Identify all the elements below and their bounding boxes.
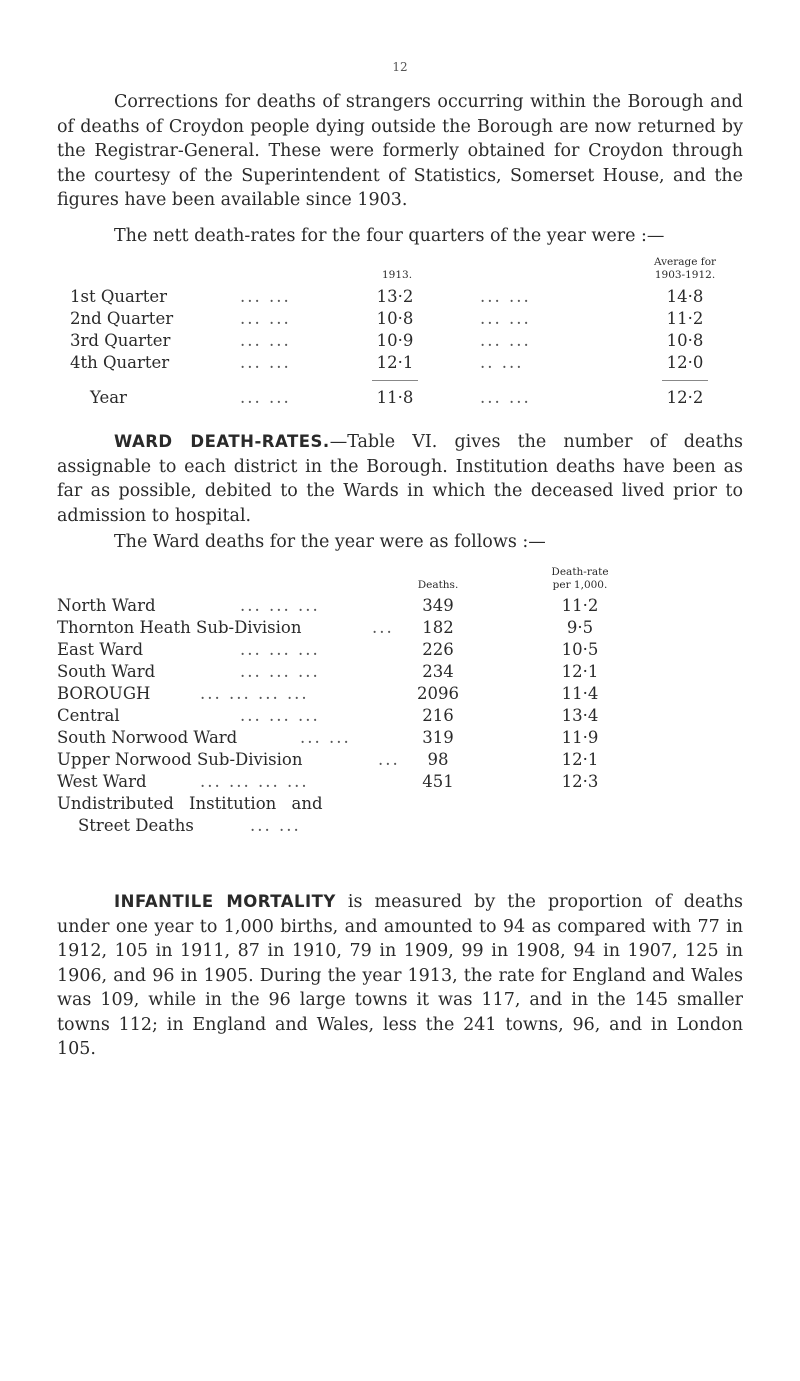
col-rate-line1: Death-rate [551, 566, 609, 578]
leader-dots: ... ... [240, 331, 291, 350]
col-deaths-header: Deaths. [417, 579, 459, 591]
ward-row [0, 662, 800, 684]
ward-rate: 12·3 [561, 772, 599, 791]
ward-rate: 10·5 [561, 640, 599, 659]
ward-deaths: 182 [422, 618, 454, 637]
value-average: 10·8 [666, 331, 704, 350]
ward-rate: 11·2 [561, 596, 599, 615]
leader-dots: ... ... [240, 287, 291, 306]
ward-row [0, 684, 800, 706]
ward-label: Undistributed Institution and [57, 794, 323, 813]
ward-row [0, 618, 800, 640]
value-1913: 12·1 [376, 353, 414, 372]
ward-deaths: 226 [422, 640, 454, 659]
ward-label: South Ward [57, 662, 156, 681]
value-1913: 13·2 [376, 287, 414, 306]
ward-deaths: 349 [422, 596, 454, 615]
ward-deaths: 234 [422, 662, 454, 681]
ward-rate: 9·5 [566, 618, 594, 637]
value-1913: 10·9 [376, 331, 414, 350]
leader-dots: ... [378, 750, 400, 769]
ward-row [0, 640, 800, 662]
col-rate-line2: per 1,000. [552, 579, 608, 591]
infantile-mortality-text: is measured by the proportion of deaths under one year to 1,000 births, and amounted to 94 as compared with 77 in 1912, 105 in 1911, 87 in 1910, 79 in 1909, 99 in 1908, 94 in 1907, 125 in 1906, and 96 in 1905. During the year 1913, the rate for England and Wales was 109, while in the 96 large towns it was 117, and in the 145 smaller towns 112; in England and Wales, less the 241 towns, 96, and in London 105. [57, 892, 743, 1059]
quarter-row [0, 287, 800, 309]
ward-row [0, 772, 800, 794]
ward-death-rates-heading: WARD DEATH-RATES. [114, 432, 330, 451]
ward-rate: 11·4 [561, 684, 599, 703]
infantile-mortality-paragraph [57, 890, 743, 1062]
ward-deaths: 216 [422, 706, 454, 725]
sum-rule-1913 [372, 380, 418, 381]
value-average: 12·0 [666, 353, 704, 372]
quarter-label: 1st Quarter [70, 287, 168, 306]
ward-row [0, 794, 800, 816]
ward-death-rates-text: —Table VI. gives the number of deaths assignable to each district in the Borough. Institution deaths have been as far as possible, debited to the Wards in which the deceased lived prior to admission to hospital. [57, 432, 743, 526]
ward-label: Thornton Heath Sub-Division [57, 618, 302, 637]
ward-label: BOROUGH [57, 684, 151, 703]
death-rates-intro: The nett death-rates for the four quarters of the year were :— [114, 226, 665, 246]
ward-deaths: 451 [422, 772, 454, 791]
year-value-average: 12·2 [666, 388, 704, 407]
leader-dots: ... ... [480, 309, 531, 328]
ward-label: West Ward [57, 772, 147, 791]
leader-dots: ... ... ... [240, 662, 320, 681]
leader-dots: ... ... ... [240, 640, 320, 659]
year-value-1913: 11·8 [376, 388, 414, 407]
leader-dots: ... ... ... ... [200, 684, 309, 703]
ward-rate: 12·1 [561, 750, 599, 769]
ward-rate: 12·1 [561, 662, 599, 681]
ward-row [0, 706, 800, 728]
leader-dots: ... ... [240, 309, 291, 328]
leader-dots: ... ... [300, 728, 351, 747]
quarter-label: 2nd Quarter [70, 309, 174, 328]
ward-row [0, 816, 800, 838]
ward-label: East Ward [57, 640, 144, 659]
quarter-row [0, 309, 800, 331]
col-rate-header [525, 566, 635, 592]
leader-dots: ... [372, 618, 394, 637]
leader-dots: ... ... ... [240, 706, 320, 725]
ward-label: Upper Norwood Sub-Division [57, 750, 303, 769]
col-1913-header: 1913. [381, 269, 413, 281]
leader-dots: .. ... [480, 353, 524, 372]
ward-death-rates-paragraph [57, 430, 743, 528]
leader-dots: ... ... ... [240, 596, 320, 615]
ward-row [0, 728, 800, 750]
leader-dots: ... ... ... ... [200, 772, 309, 791]
ward-row [0, 750, 800, 772]
leader-dots: ... ... [240, 353, 291, 372]
col-average-header [615, 256, 755, 282]
leader-dots: ... ... [480, 287, 531, 306]
ward-label: South Norwood Ward [57, 728, 238, 747]
ward-label: Street Deaths [78, 816, 194, 835]
quarters-table [0, 250, 800, 410]
year-label: Year [90, 388, 127, 407]
ward-table [0, 560, 800, 880]
page-number: 12 [392, 60, 408, 74]
ward-rate: 11·9 [561, 728, 599, 747]
ward-rate: 13·4 [561, 706, 599, 725]
value-1913: 10·8 [376, 309, 414, 328]
leader-dots: ... ... [240, 388, 291, 407]
year-row [0, 388, 800, 410]
ward-deaths: 98 [427, 750, 449, 769]
ward-deaths: 319 [422, 728, 454, 747]
leader-dots: ... ... [250, 816, 301, 835]
leader-dots: ... ... [480, 388, 531, 407]
ward-label: Central [57, 706, 120, 725]
leader-dots: ... ... [480, 331, 531, 350]
quarter-label: 3rd Quarter [70, 331, 171, 350]
value-average: 11·2 [666, 309, 704, 328]
quarter-row [0, 353, 800, 375]
infantile-mortality-heading: INFANTILE MORTALITY [114, 892, 336, 911]
ward-label: North Ward [57, 596, 156, 615]
value-average: 14·8 [666, 287, 704, 306]
quarter-label: 4th Quarter [70, 353, 170, 372]
corrections-paragraph: Corrections for deaths of strangers occurring within the Borough and of deaths of Croydon people dying outside the Borough are now returned by the Registrar-General. These were formerly obtained for Croydon through the courtesy of the Superintendent of Statistics, Somerset House, and the figures have been available since 1903. [57, 92, 743, 210]
ward-deaths-intro: The Ward deaths for the year were as follows :— [114, 532, 546, 552]
ward-deaths: 2096 [417, 684, 459, 703]
col-average-line2: 1903-1912. [654, 269, 716, 281]
ward-row [0, 596, 800, 618]
quarter-row [0, 331, 800, 353]
col-average-line1: Average for [653, 256, 717, 268]
sum-rule-average [662, 380, 708, 381]
